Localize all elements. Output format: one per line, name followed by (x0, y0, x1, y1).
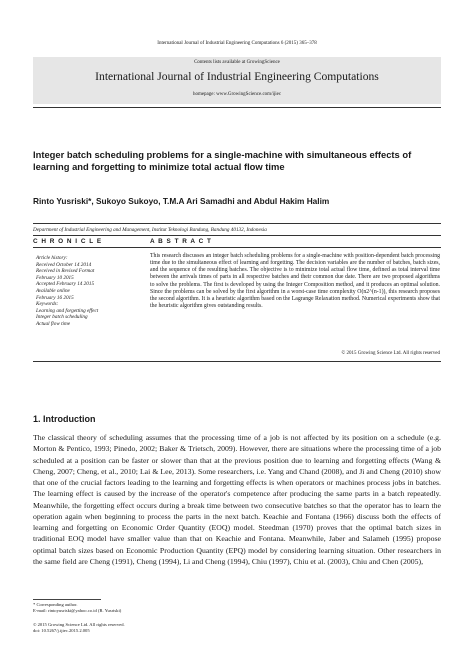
history-label: Article history: (36, 255, 68, 261)
keywords-label: Keywords: (36, 301, 59, 308)
footnote-author (33, 602, 121, 614)
abstract-heading: A B S T R A C T (150, 238, 212, 245)
introduction-text: The classical theory of scheduling assumes that the processing time of a job is not affected by its position on a schedule (e.g. Morton & Pentico, 1993; Pinedo, 2002; Baker & Trietsch, 2009). However, there are situations where the processing time of a job scheduled at a position can be faster or slower than that at the previous position due to learning and forgetting effects (Wang & Cheng, 2007; Cheng, et al., 2010; Lai & Lee, 2013). Some researchers, i.e. Yang and Chand (2008), and Ji and Cheng (2010) show that one of the crucial factors leading to the learning and forgetting effects is when operators or machines process jobs in batches. The learning effect is caused by the increase of the operator's competence after producing the same parts in a batch repeatedly. Meanwhile, the forgetting effect occurs during a break time between two consecutive batches so that the operator has to learn the operation again when beginning to process the parts in the next batch. Keachie and Fontana (1966) discuss both the effects of learning and forgetting on Economic Order Quantity (EOQ) model. Steedman (1970) proves that the optimal batch sizes in traditional EOQ model have smaller value than that on Keachie and Fontana. Meanwhile, Jaber and Salameh (1995) propose optimal batch sizes based on Economic Production Quantity (EPQ) model by considering learning situation. Other researchers in the same field are Cheng (1991), Cheng (1994), Li and Cheng (1994), Chiu (1997), Chiu et al. (2003), Chiu and Chen (2005), (33, 433, 441, 566)
author-list: Rinto Yusriski*, Sukoyo Sukoyo, T.M.A Ari Samadhi and Abdul Hakim Halim (33, 196, 330, 206)
introduction-heading: 1. Introduction (33, 414, 96, 424)
history-line: Received in Revised Format (36, 268, 95, 275)
footnote-rule (33, 599, 101, 600)
history-line: Available online (36, 287, 70, 294)
abstract-text: This research discusses an integer batch scheduling problems for a single-machine with position-dependent batch processing time due to the simultaneous effect of learning and forgetting. The decision variables are the number of batches, batch sizes, and the sequence of the resulting batches. The objective is to minimize total actual flow time, defined as total interval time between the arrivals times of parts in all respective batches and their common due date. There are two proposed algorithms to solve the problems. The first is developed by using the Integer Composition method, and it produces an optimal solution. Since the problems can be solved by the first algorithm in a worst-case time complexity O(n2^(n-1)), this research proposes the second algorithm. It is a heuristic algorithm based on the Lagrange Relaxation method. Numerical experiments show that the heuristic algorithm gives outstanding results. (150, 253, 440, 310)
history-line: Received October 14 2014 (36, 261, 92, 268)
keyword: Actual flow time (36, 320, 71, 327)
section-rule-top (33, 235, 441, 236)
keyword: Integer batch scheduling (36, 314, 88, 321)
chronicle-heading: C H R O N I C L E (33, 238, 103, 245)
journal-homepage[interactable]: homepage: www.GrowingScience.com/ijiec (192, 92, 282, 97)
journal-banner (33, 57, 441, 104)
paper-title: Integer batch scheduling problems for a single-machine with simultaneous effects of learning and forgetting to minimize total actual flow time (33, 149, 412, 172)
footer-copyright: © 2015 Growing Science Ltd. All rights reserved. (33, 622, 125, 627)
running-head: International Journal of Industrial Engineering Computations 6 (2015) 365–378 (157, 41, 317, 46)
affiliation-rule (33, 223, 441, 224)
banner-divider (33, 107, 441, 108)
history-line: Accepted February 14 2015 (36, 281, 95, 288)
section-rule-bottom (33, 247, 441, 248)
journal-title: International Journal of Industrial Engineering Computations (95, 70, 379, 83)
article-history (36, 255, 146, 328)
history-line: February 10 2015 (36, 274, 74, 281)
doi-link[interactable]: doi: 10.5267/j.ijiec.2015.2.005 (33, 627, 90, 633)
footnote-publication (33, 622, 125, 634)
abstract-rule (33, 361, 441, 362)
author-email[interactable]: E-mail: rintoyusriski@yahoo.co.id (R. Yusriski) (33, 607, 122, 613)
history-line: February 16 2015 (36, 294, 74, 301)
corresponding-author-note: * Corresponding author. (33, 602, 78, 607)
abstract-copyright: © 2015 Growing Science Ltd. All rights reserved (341, 351, 440, 356)
keyword: Learning and forgetting effect (36, 307, 99, 314)
affiliation: Department of Industrial Engineering and Management, Institut Teknologi Bandung, Bandung 40132, Indonesia (33, 227, 267, 233)
contents-line: Contents lists available at GrowingScience (194, 60, 280, 65)
